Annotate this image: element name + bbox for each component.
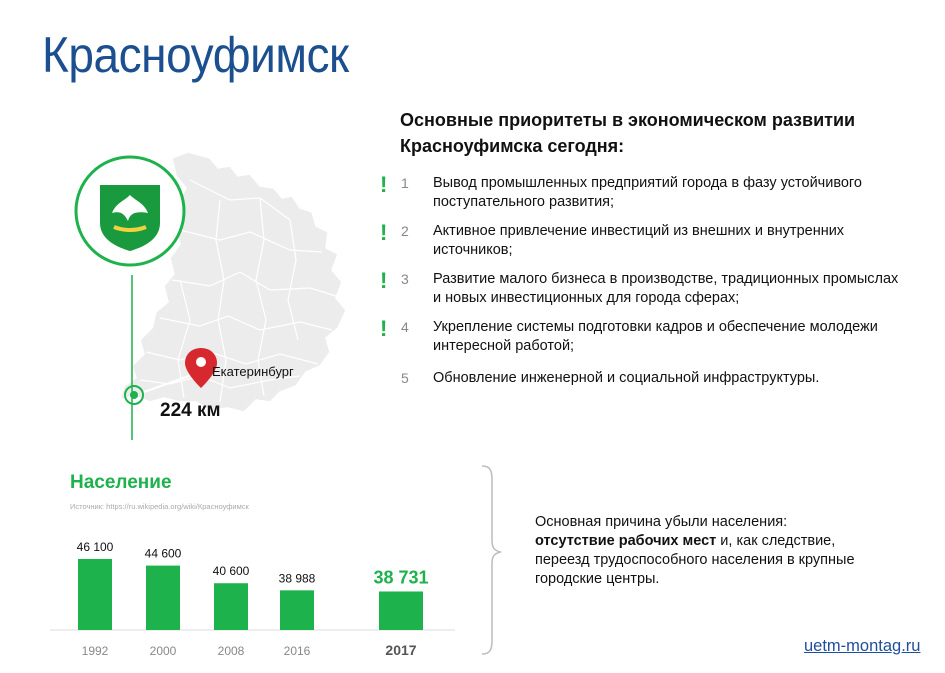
population-chart bbox=[50, 515, 470, 665]
page-title: Красноуфимск bbox=[42, 27, 349, 83]
x-tick-label: 2017 bbox=[385, 642, 417, 658]
brace-icon bbox=[478, 462, 502, 658]
reason-emphasis: отсутствие рабочих мест bbox=[535, 533, 717, 549]
bar-2017 bbox=[379, 591, 423, 630]
priority-text: Укрепление системы подготовки кадров и обеспечение молодежи интересной работой; bbox=[433, 319, 878, 354]
population-decline-reason bbox=[535, 513, 875, 589]
priority-item bbox=[380, 174, 920, 214]
population-source: Источник: https://ru.wikipedia.org/wiki/Красноуфимск bbox=[70, 502, 249, 511]
important-mark-icon: ! bbox=[380, 316, 388, 341]
priority-number: 3 bbox=[401, 271, 409, 287]
city-label-yekaterinburg: Екатеринбург bbox=[212, 364, 294, 379]
important-mark-icon: ! bbox=[380, 172, 388, 197]
x-tick-label: 2000 bbox=[149, 644, 177, 658]
priority-item bbox=[380, 222, 920, 262]
priority-text: Вывод промышленных предприятий города в фазу устойчивого поступательного развития; bbox=[433, 175, 862, 210]
bar-value-label: 40 600 bbox=[212, 564, 250, 579]
reason-suffix: и, как следствие, переезд трудоспособного населения в крупные городские центры. bbox=[535, 533, 855, 587]
priority-text: Активное привлечение инвестиций из внешних и внутренних источников; bbox=[433, 223, 845, 258]
x-tick-label: 2016 bbox=[283, 644, 311, 658]
priority-number: 2 bbox=[401, 223, 409, 239]
priority-item bbox=[380, 369, 920, 391]
priority-number: 4 bbox=[401, 319, 409, 335]
x-tick-label: 2008 bbox=[217, 644, 245, 658]
bar-value-label: 44 600 bbox=[144, 546, 182, 561]
distance-label: 224 км bbox=[160, 400, 221, 421]
bar-value-label: 38 988 bbox=[278, 571, 316, 586]
reason-prefix: Основная причина убыли населения: bbox=[535, 514, 788, 530]
x-tick-label: 1992 bbox=[81, 644, 109, 658]
priority-text: Обновление инженерной и социальной инфраструктуры. bbox=[433, 370, 820, 386]
bar-2008 bbox=[214, 583, 248, 630]
priority-text: Развитие малого бизнеса в производстве, традиционных промыслах и новых инвестиционных для города сферах; bbox=[433, 271, 899, 306]
population-heading: Население bbox=[70, 472, 172, 493]
important-mark-icon: ! bbox=[380, 220, 388, 245]
bar-value-label: 38 731 bbox=[373, 567, 429, 588]
priority-number: 5 bbox=[401, 370, 409, 386]
priority-item bbox=[380, 270, 920, 310]
city-emblem bbox=[74, 155, 186, 267]
priority-item bbox=[380, 318, 920, 358]
bar-1992 bbox=[78, 559, 112, 630]
bar-value-label: 46 100 bbox=[76, 539, 114, 554]
important-mark-icon: ! bbox=[380, 268, 388, 293]
bar-2016 bbox=[280, 590, 314, 630]
website-link[interactable]: uetm-montag.ru bbox=[804, 637, 921, 655]
bar-2000 bbox=[146, 566, 180, 630]
priorities-heading: Основные приоритеты в экономическом развитии Красноуфимска сегодня: bbox=[400, 110, 856, 156]
priority-number: 1 bbox=[401, 175, 409, 191]
